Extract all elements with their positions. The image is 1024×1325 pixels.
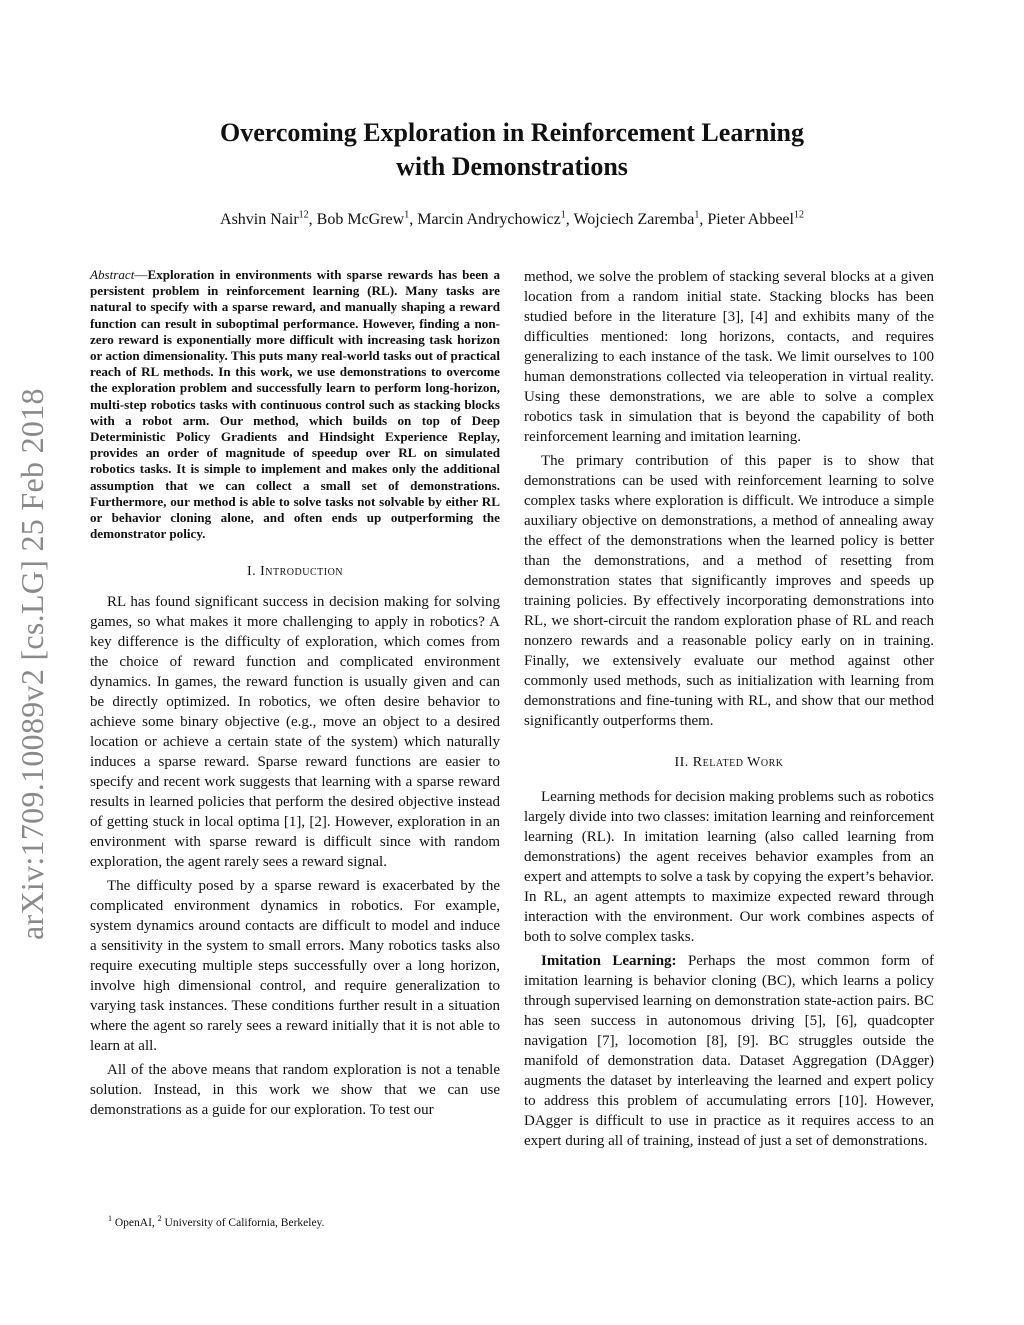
- abstract-text: Exploration in environments with sparse rewards has been a persistent problem in reinforcement learning (RL). Many tasks are natural to specify with a sparse reward, and manually shaping a reward function can result in suboptimal performance. However, finding a non-zero reward is exponentially more difficult with increasing task horizon or action dimensionality. This puts many real-world tasks out of practical reach of RL methods. In this work, we use demonstrations to overcome the exploration problem and successfully learn to perform long-horizon, multi-step robotics tasks with continuous control such as stacking blocks with a robot arm. Our method, which builds on top of Deep Deterministic Policy Gradients and Hindsight Experience Replay, provides an order of magnitude of speedup over RL on simulated robotics tasks. It is simple to implement and makes only the additional assumption that we can collect a small set of demonstrations. Furthermore, our method is able to solve tasks not solvable by either RL or behavior cloning alone, and often ends up outperforming the demonstrator policy.: [90, 267, 500, 542]
- intro-paragraph: All of the above means that random exploration is not a tenable solution. Instead, in this work we show that we can use demonstrations as a guide for our exploration. To test our: [90, 1062, 500, 1119]
- footnote-marker: 1: [108, 1214, 112, 1223]
- imitation-learning-label: Imitation Learning:: [541, 953, 677, 969]
- author-affiliation: 1: [560, 209, 566, 221]
- left-column: [90, 267, 500, 1120]
- footnote-affiliations: [108, 1212, 324, 1230]
- intro-paragraph: The primary contribution of this paper is to show that demonstrations can be used with reinforcement learning to solve complex tasks where exploration is difficult. We introduce a simple auxiliary objective on demonstrations, a method of annealing away the effect of the demonstrations when the learned policy is better than the demonstrations, and a method of resetting from demonstration states that significantly improves and speeds up training policies. By effectively incorporating demonstrations into RL, we short-circuit the random exploration phase of RL and reach nonzero rewards and a reasonable policy early on in training. Finally, we extensively evaluate our method against other commonly used methods, such as initialization with learning from demonstrations and fine-tuning with RL, and show that our method significantly outperforms them.: [524, 453, 934, 729]
- abstract-dash: —: [134, 267, 148, 282]
- author-name: Pieter Abbeel: [707, 211, 794, 228]
- related-paragraph: Learning methods for decision making problems such as robotics largely divide into two classes: imitation learning and reinforcement learning (RL). In imitation learning (also called learning from demonstrations) the agent receives behavior examples from an expert and attempts to solve a task by copying the expert’s behavior. In RL, an agent attempts to maximize expected reward through interaction with the environment. Our work combines aspects of both to solve complex tasks.: [524, 789, 934, 945]
- intro-paragraph: RL has found significant success in decision making for solving games, so what makes it more challenging to apply in robotics? A key difference is the difficulty of exploration, which comes from the choice of reward function and complicated environment dynamics. In games, the reward function is usually given and can be directly optimized. In robotics, we often desire behavior to achieve some binary objective (e.g., move an object to a desired location or achieve a certain state of the system) which naturally induces a sparse reward. Sparse reward functions are easier to specify and recent work suggests that learning with a sparse reward results in learned policies that perform the desired objective instead of getting stuck in local optima [1], [2]. However, exploration in an environment with sparse reward is difficult since with random exploration, the agent rarely sees a reward signal.: [90, 594, 500, 871]
- arxiv-identifier[interactable]: arXiv:1709.10089v2 [cs.LG] 25 Feb 2018: [14, 388, 50, 940]
- abstract: [90, 267, 500, 542]
- section-heading-related-work: II. Related Work: [674, 755, 784, 770]
- imitation-learning-text: Perhaps the most common form of imitation learning is behavior cloning (BC), which learns a policy through supervised learning on demonstration state-action pairs. BC has seen success in autonomous driving [5], [6], quadcopter navigation [7], locomotion [8], [9]. BC struggles outside the manifold of demonstration data. Dataset Aggregation (DAgger) augments the dataset by interleaving the learned and expert policy to address this problem of accumulating errors [10]. However, DAgger is difficult to use in practice as it requires access to an expert during all of training, instead of just a set of demonstrations.: [524, 953, 935, 1149]
- title-line-1: Overcoming Exploration in Reinforcement Learning: [220, 118, 804, 147]
- title-line-2: with Demonstrations: [396, 152, 628, 181]
- section-heading-introduction: I. Introduction: [246, 564, 344, 580]
- author-name: Bob McGrew: [316, 211, 405, 228]
- right-column: [524, 267, 934, 1151]
- abstract-label: Abstract: [90, 267, 135, 282]
- affiliation-berkeley: University of California, Berkeley.: [164, 1216, 325, 1229]
- author-affiliation: 1: [694, 209, 700, 221]
- intro-paragraph: The difficulty posed by a sparse reward is exacerbated by the complicated environment dynamics in robotics. For example, system dynamics around contacts are difficult to model and induce a sensitivity in the system to small errors. Many robotics tasks also require executing multiple steps successfully over a long horizon, involve high dimensional control, and require generalization to varying task instances. These conditions further result in a situation where the agent so rarely sees a reward initially that it is not able to learn at all.: [90, 878, 500, 1055]
- author-name: Marcin Andrychowicz: [417, 211, 561, 228]
- related-paragraph-imitation: [524, 951, 934, 1151]
- footnote-marker: 2: [157, 1214, 162, 1223]
- paper-title: [130, 116, 894, 184]
- author-name: Wojciech Zaremba: [573, 211, 695, 228]
- intro-paragraph-continued: method, we solve the problem of stacking several blocks at a given location from a random initial state. Stacking blocks has been studied before in the literature [3], [4] and exhibits many of the difficulties mentioned: long horizons, contacts, and requires generalizing to each instance of the task. We limit ourselves to 100 human demonstrations collected via teleoperation in virtual reality. Using these demonstrations, we are able to solve a complex robotics task in simulation that is beyond the capability of both reinforcement learning and imitation learning.: [524, 269, 934, 445]
- author-affiliation: 12: [793, 209, 804, 221]
- affiliation-openai: OpenAI,: [114, 1216, 155, 1229]
- author-list: Ashvin Nair$^{12}$, Bob McGrew$^1$, Marcin Andrychowicz$^1$, Wojciech Zaremba$^1$, Pieter Abbeel$^{12}$: [220, 209, 804, 228]
- author-affiliation: 1: [404, 209, 410, 221]
- author-name: Ashvin Nair: [220, 211, 299, 228]
- author-affiliation: 12: [298, 209, 309, 221]
